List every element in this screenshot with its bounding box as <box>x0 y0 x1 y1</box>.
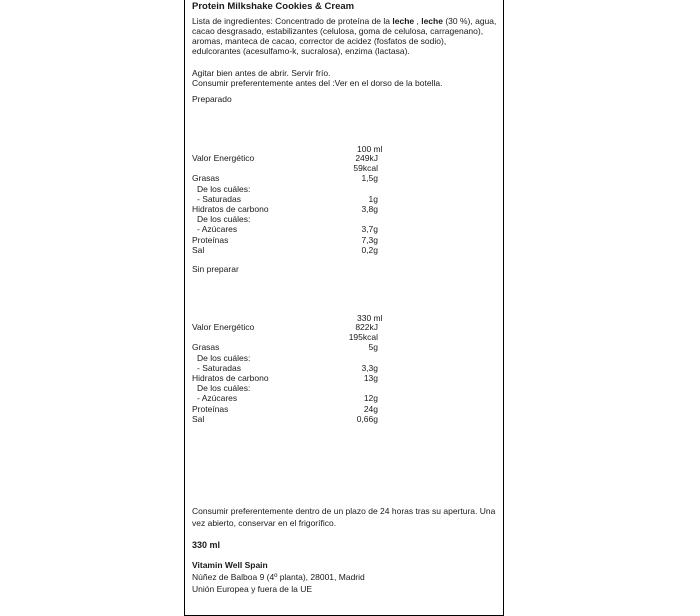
ingredients-text-1 <box>192 16 496 26</box>
unprepared-row-value: 822kJ <box>355 322 378 332</box>
ingredients-line-1 <box>192 16 496 26</box>
prepared-row-label: De los cuáles: <box>197 183 251 194</box>
prepared-row-label: Sal <box>192 244 205 255</box>
prepared-row-label: De los cuáles: <box>197 214 251 225</box>
unprepared-row-value: 13g <box>363 373 378 383</box>
product-title: Protein Milkshake Cookies & Cream <box>192 1 355 12</box>
storage-line-1: Consumir preferentemente dentro de un plazo de 24 horas tras su apertura. Una <box>192 506 496 516</box>
unprepared-column-header: 330 ml <box>357 313 383 323</box>
unprepared-row-value: 3,3g <box>361 362 378 373</box>
ingredients-segment: (30 %), agua, <box>442 16 497 26</box>
best-before-instruction: Consumir preferentemente antes del :Ver en el dorso de la botella. <box>192 78 443 88</box>
unprepared-row-label: Proteínas <box>192 403 229 414</box>
prepared-row-label: - Saturadas <box>197 193 241 204</box>
ingredients-line-2: cacao desgrasado, estabilizantes (celulosa, goma de celulosa, carragenano), <box>192 26 484 36</box>
shake-instruction: Agitar bien antes de abrir. Servir frío. <box>192 68 331 78</box>
company-name: Vitamin Well Spain <box>192 560 268 570</box>
unprepared-row-value: 24g <box>363 403 378 414</box>
prepared-row-value: 3,8g <box>361 204 378 214</box>
ingredients-segment: , <box>414 16 422 26</box>
ingredients-line-4: edulcorantes (acesulfamo-k, sucralosa), enzima (lactasa). <box>192 46 410 56</box>
unprepared-row-value: 12g <box>363 393 378 404</box>
unprepared-row-label: De los cuáles: <box>197 352 251 363</box>
unprepared-row-label: Valor Energético <box>192 322 255 332</box>
unprepared-row-label: - Saturadas <box>197 362 241 373</box>
prepared-row-label: Proteínas <box>192 234 229 245</box>
prepared-row-value: 59kcal <box>353 163 378 174</box>
prepared-row-label: Valor Energético <box>192 153 255 163</box>
prepared-row-label: Hidratos de carbono <box>192 204 269 214</box>
prepared-heading: Preparado <box>192 94 232 104</box>
unprepared-row-value: 195kcal <box>348 332 378 343</box>
unprepared-row-label: Hidratos de carbono <box>192 373 269 383</box>
prepared-row-value: 1,5g <box>361 173 378 184</box>
company-address: Núñez de Balboa 9 (4º planta), 28001, Madrid <box>192 572 365 582</box>
prepared-row-value: 1g <box>368 193 378 204</box>
unprepared-row-value: 0,66g <box>356 413 378 424</box>
allergen-highlight: leche <box>421 16 443 26</box>
company-region: Unión Europea y fuera de la UE <box>192 584 313 594</box>
unprepared-row-label: Sal <box>192 413 205 424</box>
unprepared-row-label: - Azúcares <box>197 393 238 404</box>
volume: 330 ml <box>192 540 221 550</box>
allergen-highlight: leche <box>392 16 415 26</box>
prepared-row-value: 249kJ <box>355 153 378 163</box>
unprepared-row-value: 5g <box>368 342 378 353</box>
storage-line-2: vez abierto, conservar en el frigorífico. <box>192 518 337 528</box>
prepared-row-value: 3,7g <box>361 224 378 235</box>
prepared-row-value: 7,3g <box>361 234 378 245</box>
unprepared-heading: Sin preparar <box>192 264 239 274</box>
prepared-row-value: 0,2g <box>361 244 378 255</box>
prepared-row-label: Grasas <box>192 173 220 184</box>
unprepared-row-label: De los cuáles: <box>197 383 251 394</box>
prepared-row-label: - Azúcares <box>197 224 238 235</box>
unprepared-row-label: Grasas <box>192 342 220 353</box>
ingredients-segment: Lista de ingredientes: Concentrado de proteína de la <box>192 16 393 26</box>
prepared-column-header: 100 ml <box>357 144 383 154</box>
ingredients-line-3: aromas, manteca de cacao, corrector de acidez (fosfatos de sodio), <box>192 36 447 46</box>
